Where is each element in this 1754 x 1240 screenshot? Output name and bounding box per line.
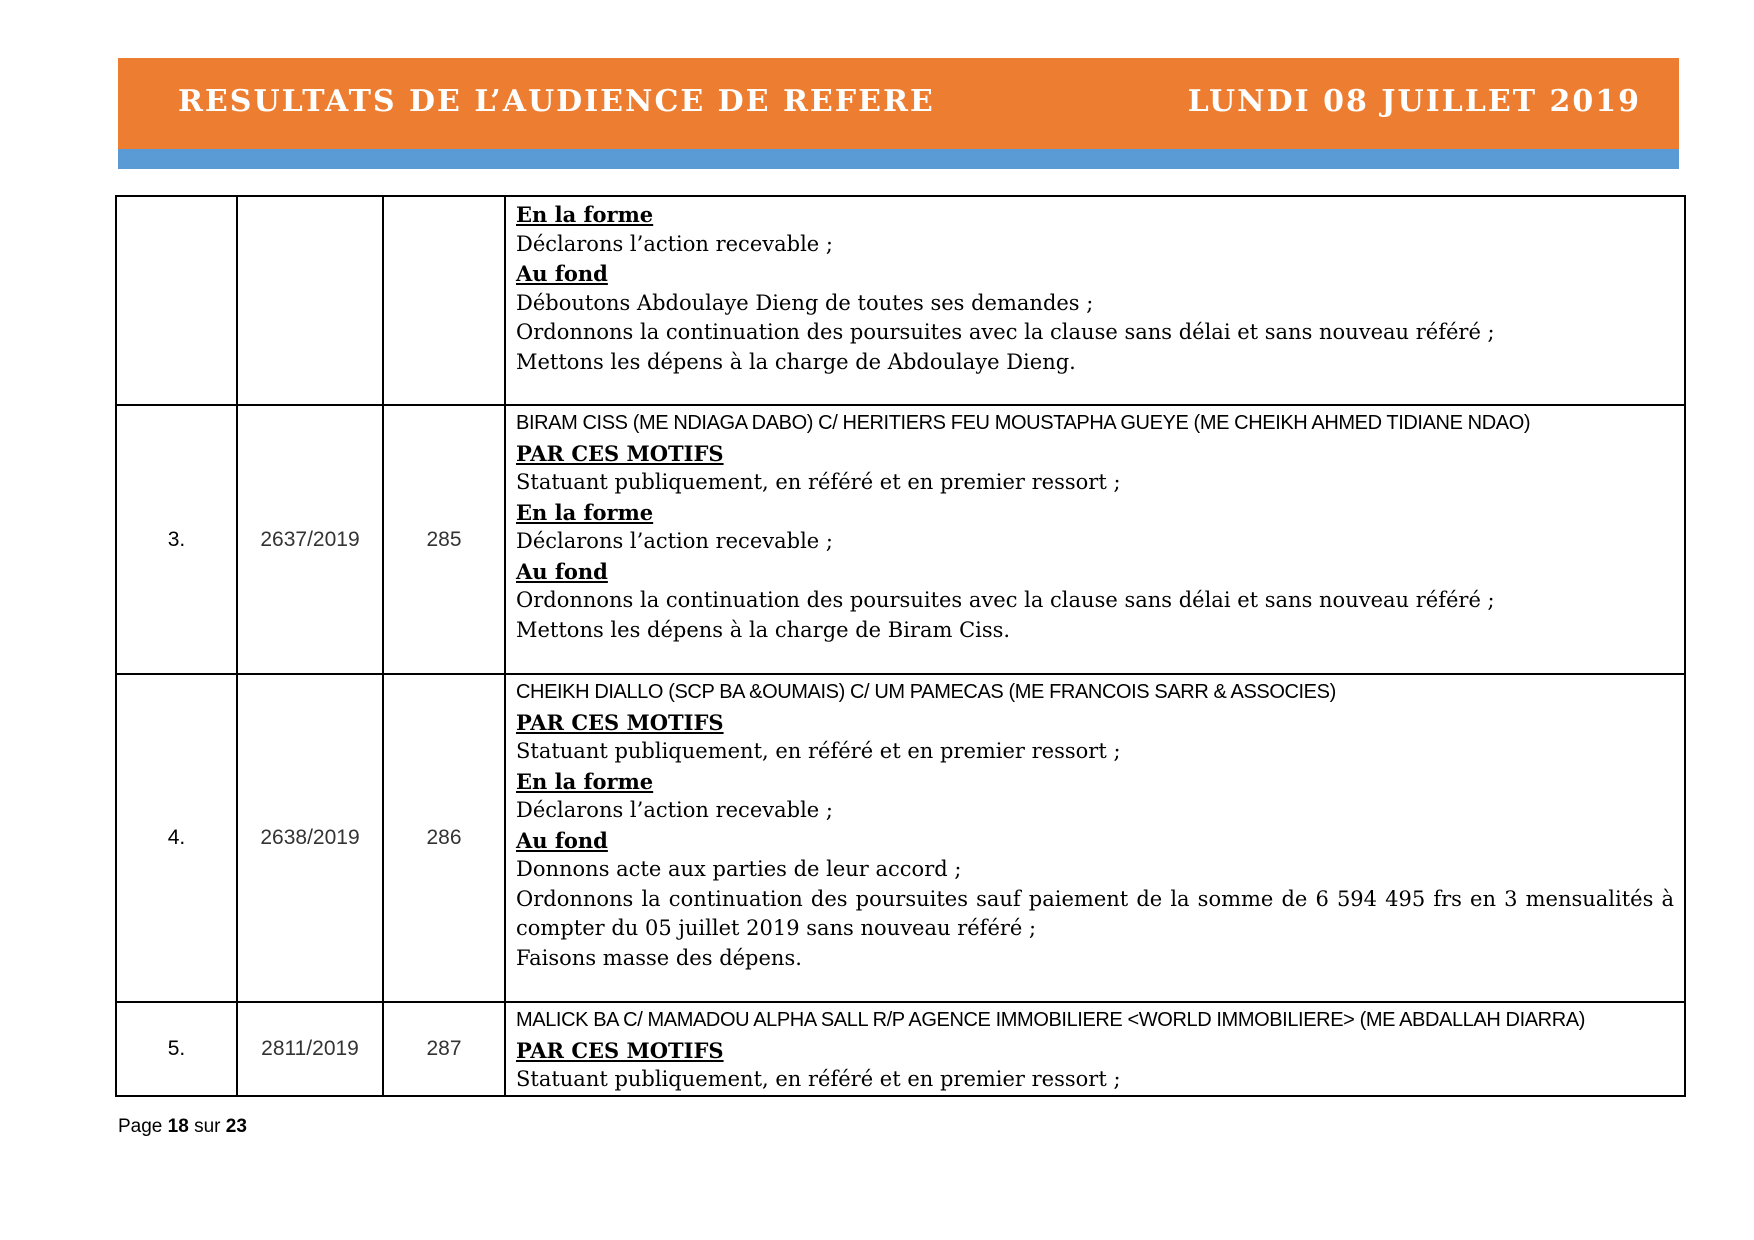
- fond-line: Ordonnons la continuation des poursuites avec la clause sans délai et sans nouveau référé ;: [516, 320, 1495, 344]
- hearing-date: LUNDI 08 JUILLET 2019: [1187, 84, 1641, 119]
- motifs-heading: PAR CES MOTIFS: [516, 440, 724, 466]
- case-number: 3.: [116, 405, 237, 674]
- fond-line: Donnons acte aux parties de leur accord ;: [516, 857, 962, 881]
- fond-line: Faisons masse des dépens.: [516, 945, 802, 970]
- forme-text: Déclarons l’action recevable ;: [516, 798, 833, 822]
- ruling-text: [505, 405, 1685, 674]
- fond-line: Déboutons Abdoulaye Dieng de toutes ses demandes ;: [516, 290, 1094, 315]
- motifs-heading: PAR CES MOTIFS: [516, 709, 724, 735]
- statuant-text: Statuant publiquement, en référé et en premier ressort ;: [516, 739, 1121, 763]
- header-strip: [118, 149, 1679, 169]
- forme-heading: En la forme: [516, 499, 654, 525]
- fond-line: Ordonnons la continuation des poursuites avec la clause sans délai et sans nouveau référé ;: [516, 588, 1495, 612]
- ordonnance-number: 287: [383, 1002, 505, 1096]
- ordonnance-number: 286: [383, 674, 505, 1002]
- fond-heading: Au fond: [516, 827, 608, 853]
- page-footer: [118, 1116, 247, 1138]
- statuant-text: Statuant publiquement, en référé et en premier ressort ;: [516, 470, 1121, 494]
- fond-line: Ordonnons la continuation des poursuites sauf paiement de la somme de 6 594 495 frs en 3 mensualités à compter du 05 juillet 2019 sans nouveau référé ;: [516, 886, 1674, 940]
- parties-line: MALICK BA C/ MAMADOU ALPHA SALL R/P AGENCE IMMOBILIERE <WORLD IMMOBILIERE> (ME ABDALLAH DIARRA): [516, 1009, 1585, 1031]
- page-total: 23: [225, 1116, 247, 1137]
- table-row: [116, 1002, 1685, 1096]
- table-row: [116, 674, 1685, 1002]
- header-banner: [118, 58, 1679, 149]
- forme-heading: En la forme: [516, 202, 654, 227]
- ruling-text: [505, 1002, 1685, 1096]
- rg-number: 2638/2019: [237, 674, 383, 1002]
- fond-heading: Au fond: [516, 558, 608, 584]
- rulings-table: [115, 195, 1686, 1097]
- fond-heading: Au fond: [516, 261, 608, 286]
- ordonnance-number: [383, 196, 505, 405]
- fond-line: Mettons les dépens à la charge de Abdoulaye Dieng.: [516, 349, 1076, 374]
- forme-heading: En la forme: [516, 768, 654, 794]
- ordonnance-number: 285: [383, 405, 505, 674]
- table-row: [116, 405, 1685, 674]
- forme-text: Déclarons l’action recevable ;: [516, 529, 833, 553]
- ruling-text: [505, 674, 1685, 1002]
- parties-line: BIRAM CISS (ME NDIAGA DABO) C/ HERITIERS FEU MOUSTAPHA GUEYE (ME CHEIKH AHMED TIDIANE NDAO): [516, 412, 1531, 434]
- parties-line: CHEIKH DIALLO (SCP BA &OUMAIS) C/ UM PAMECAS (ME FRANCOIS SARR & ASSOCIES): [516, 681, 1336, 703]
- rg-number: 2811/2019: [237, 1002, 383, 1096]
- page-current: 18: [167, 1116, 189, 1137]
- ruling-text: [505, 196, 1685, 405]
- statuant-text: Statuant publiquement, en référé et en premier ressort ;: [516, 1067, 1121, 1091]
- rg-number: [237, 196, 383, 405]
- page-label: Page: [118, 1116, 163, 1137]
- fond-line: Mettons les dépens à la charge de Biram Ciss.: [516, 617, 1011, 642]
- motifs-heading: PAR CES MOTIFS: [516, 1037, 724, 1063]
- case-number: 4.: [116, 674, 237, 1002]
- forme-text: Déclarons l’action recevable ;: [516, 231, 833, 256]
- page-sep: sur: [194, 1116, 221, 1137]
- case-number: 5.: [116, 1002, 237, 1096]
- rg-number: 2637/2019: [237, 405, 383, 674]
- case-number: [116, 196, 237, 405]
- document-title: RESULTATS DE L’AUDIENCE DE REFERE: [178, 84, 935, 119]
- rulings-body: [116, 196, 1685, 1096]
- table-row: [116, 196, 1685, 405]
